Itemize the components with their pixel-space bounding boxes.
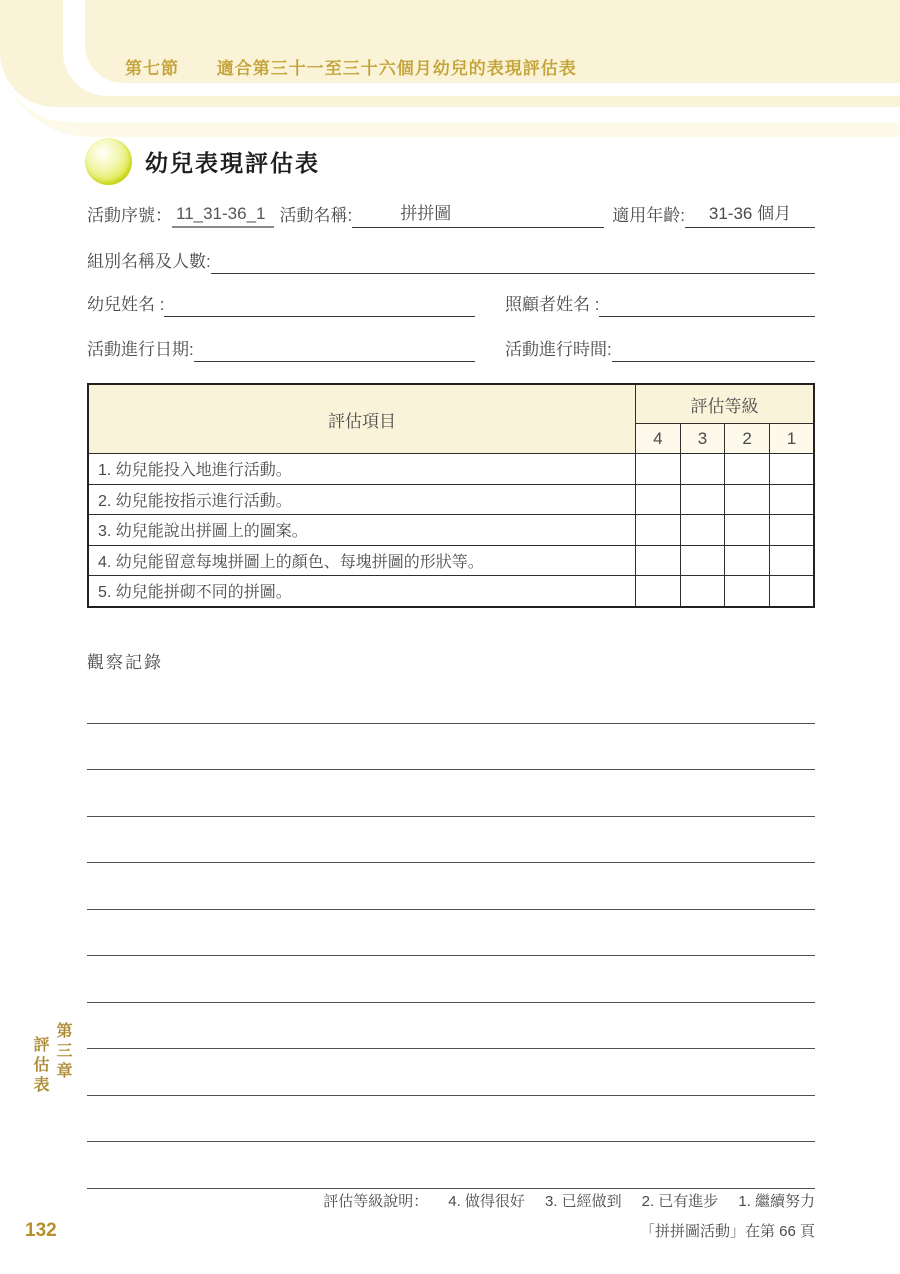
legend-item: 2. 已有進步 <box>641 1193 719 1210</box>
observation-label: 觀察記錄 <box>87 653 163 672</box>
assessment-item: 4. 幼兒能留意每塊拼圖上的顏色、每塊拼圖的形狀等。 <box>88 545 636 576</box>
grade-mark-cell <box>769 454 814 485</box>
writing-line <box>87 1003 815 1050</box>
page-number: 132 <box>25 1220 57 1241</box>
writing-line <box>87 770 815 817</box>
sidebar-chapter-label <box>28 1022 74 1096</box>
legend-item: 1. 繼續努力 <box>738 1193 815 1210</box>
activity-reference: 「拼拼圖活動」在第 66 頁 <box>639 1223 815 1240</box>
writing-line <box>87 1142 815 1189</box>
legend-item: 3. 已經做到 <box>544 1193 622 1210</box>
section-header <box>125 54 577 79</box>
grade-level-4: 4 <box>636 424 681 454</box>
grade-mark-cell <box>725 576 770 607</box>
chapter-text: 第三章 <box>54 1022 71 1082</box>
form-row-group <box>87 248 815 274</box>
age-value: 31-36 個月 <box>708 204 792 223</box>
activity-name-field <box>352 202 604 228</box>
writing-line <box>87 677 815 724</box>
form-row-activity <box>87 202 815 228</box>
activity-name-value: 拼拼圖 <box>400 204 452 223</box>
grade-mark-cell <box>636 484 681 515</box>
item-column-header: 評估項目 <box>88 384 636 454</box>
writing-line <box>87 1049 815 1096</box>
assessment-item: 1. 幼兒能投入地進行活動。 <box>88 454 636 485</box>
table-row <box>88 484 814 515</box>
assessment-item: 2. 幼兒能按指示進行活動。 <box>88 484 636 515</box>
group-label: 組別名稱及人數: <box>87 252 211 271</box>
grade-mark-cell <box>680 576 725 607</box>
form-row-names <box>87 291 815 317</box>
carer-name-field <box>599 291 815 317</box>
grade-level-2: 2 <box>725 424 770 454</box>
assessment-table <box>87 383 815 608</box>
writing-line <box>87 817 815 864</box>
activity-no-value: 11_31-36_1 <box>172 202 274 228</box>
grade-mark-cell <box>680 484 725 515</box>
assessment-table-body <box>88 454 814 607</box>
form-row-datetime <box>87 336 815 362</box>
chapter-section-text: 評估表 <box>31 1036 48 1096</box>
group-field <box>211 248 815 274</box>
child-name-field <box>164 291 475 317</box>
grade-mark-cell <box>725 515 770 546</box>
table-row <box>88 545 814 576</box>
grade-level-3: 3 <box>680 424 725 454</box>
time-label: 活動進行時間: <box>505 340 612 359</box>
table-row <box>88 454 814 485</box>
section-title: 適合第三十一至三十六個月幼兒的表現評估表 <box>216 59 577 78</box>
child-name-group <box>87 291 475 317</box>
legend-items <box>428 1193 815 1210</box>
grade-legend <box>323 1190 815 1211</box>
assessment-item: 5. 幼兒能拼砌不同的拼圖。 <box>88 576 636 607</box>
grade-mark-cell <box>636 576 681 607</box>
grade-mark-cell <box>680 515 725 546</box>
carer-name-label: 照顧者姓名 : <box>505 295 600 314</box>
writing-line <box>87 956 815 1003</box>
grade-mark-cell <box>725 545 770 576</box>
grade-mark-cell <box>769 576 814 607</box>
table-row <box>88 576 814 607</box>
bullet-ball-icon <box>85 138 132 185</box>
grade-mark-cell <box>769 484 814 515</box>
child-name-label: 幼兒姓名 : <box>87 295 165 314</box>
section-number: 第七節 <box>125 59 179 78</box>
grade-mark-cell <box>636 454 681 485</box>
writing-line <box>87 863 815 910</box>
age-label: 適用年齡: <box>612 206 685 225</box>
date-label: 活動進行日期: <box>87 340 194 359</box>
grade-mark-cell <box>769 515 814 546</box>
table-row <box>88 515 814 546</box>
grade-mark-cell <box>636 545 681 576</box>
date-group <box>87 336 475 362</box>
legend-item: 4. 做得很好 <box>448 1193 525 1210</box>
age-field <box>685 202 815 228</box>
page-title: 幼兒表現評估表 <box>145 150 320 176</box>
grade-level-1: 1 <box>769 424 814 454</box>
legend-label: 評估等級說明： <box>323 1193 429 1210</box>
date-field <box>194 336 475 362</box>
grade-mark-cell <box>636 515 681 546</box>
grade-mark-cell <box>725 484 770 515</box>
assessment-item: 3. 幼兒能說出拼圖上的圖案。 <box>88 515 636 546</box>
writing-line <box>87 724 815 771</box>
title-row <box>85 138 320 185</box>
activity-no-label: 活動序號： <box>87 206 172 225</box>
table-header-row <box>88 384 814 424</box>
grade-column-header: 評估等級 <box>636 384 815 424</box>
activity-name-label: 活動名稱: <box>279 206 353 225</box>
writing-line <box>87 1096 815 1143</box>
section-header-band <box>85 0 900 83</box>
grade-mark-cell <box>725 454 770 485</box>
writing-line <box>87 910 815 957</box>
time-field <box>612 336 815 362</box>
grade-mark-cell <box>680 454 725 485</box>
grade-mark-cell <box>769 545 814 576</box>
grade-mark-cell <box>680 545 725 576</box>
writing-lines <box>87 677 815 1189</box>
